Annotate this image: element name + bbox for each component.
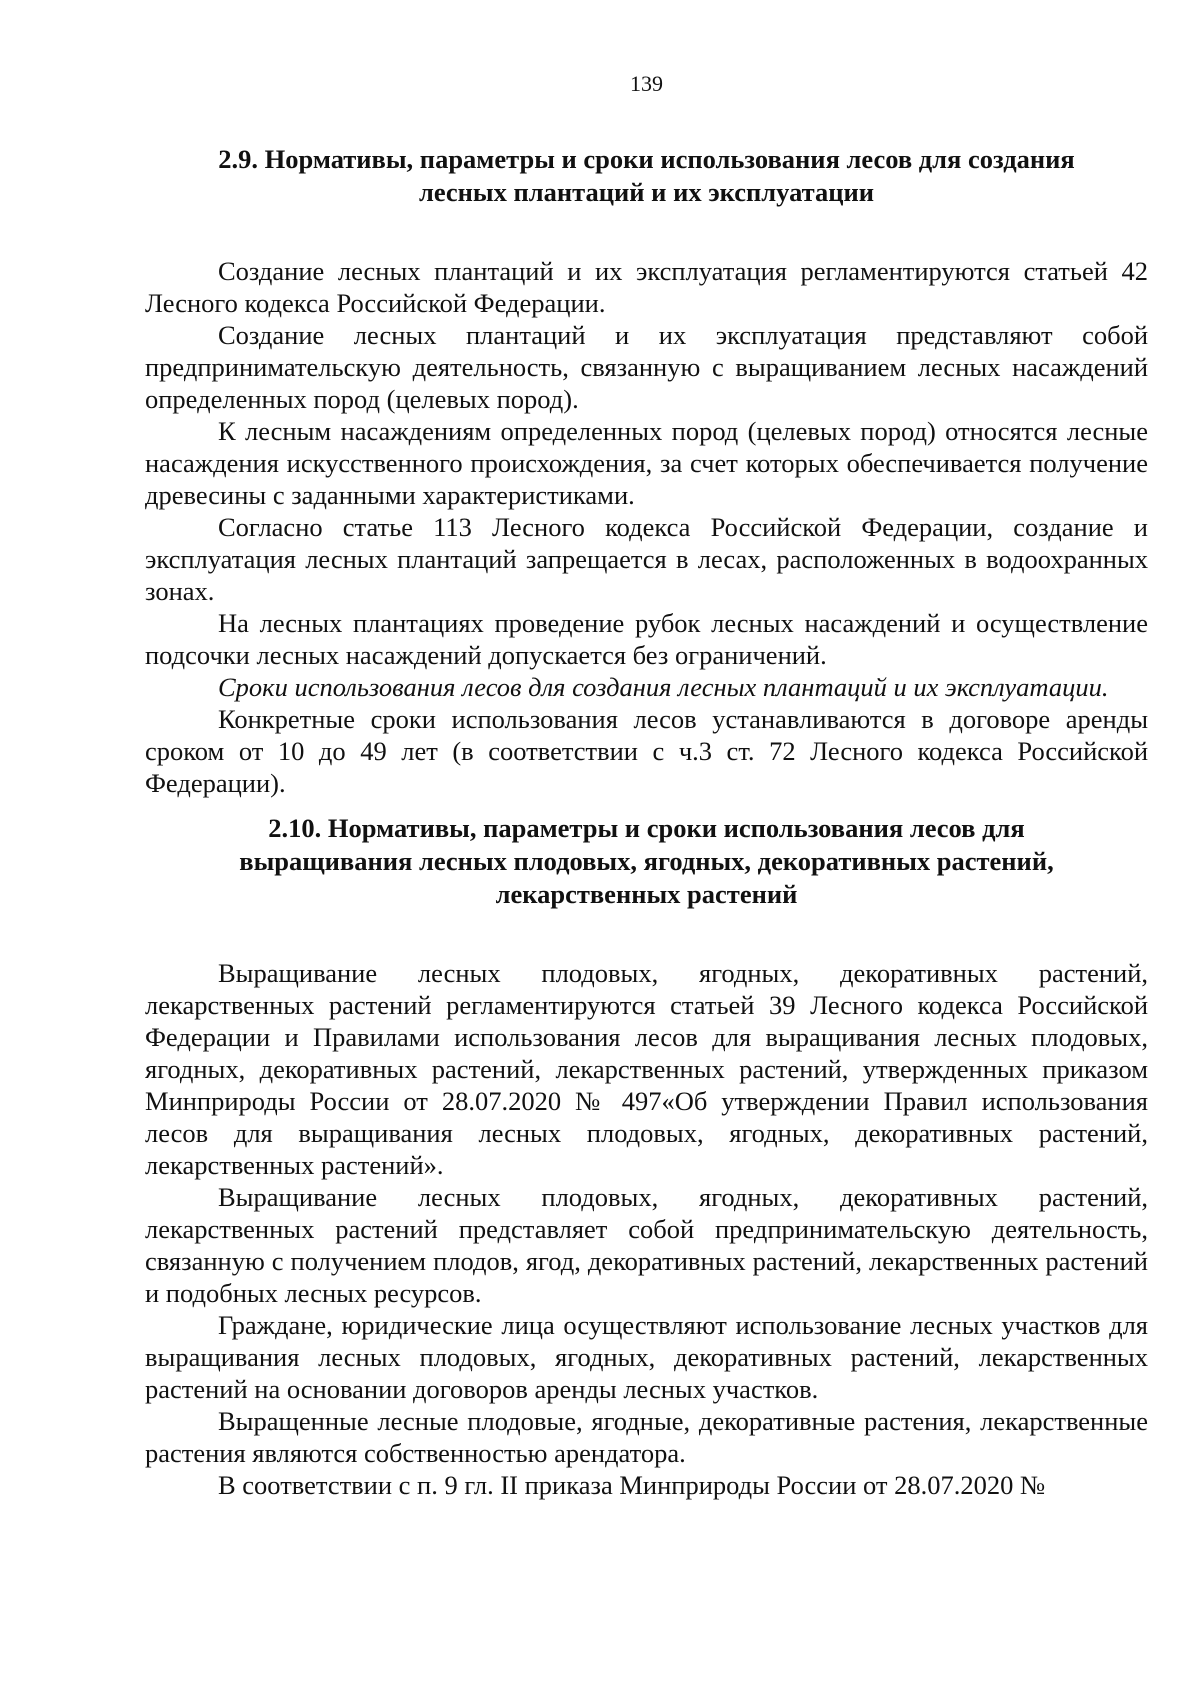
- section-heading: [145, 143, 1148, 209]
- paragraph: На лесных плантациях проведение рубок лесных насаждений и осуществление подсочки лесных насаждений допускается без ограничений.: [145, 608, 1148, 670]
- heading-line: 2.9. Нормативы, параметры и сроки использования лесов для создания: [218, 144, 1075, 174]
- paragraph: Выращенные лесные плодовые, ягодные, декоративные растения, лекарственные растения являются собственностью арендатора.: [145, 1406, 1148, 1468]
- section-2-9: [145, 143, 1148, 799]
- paragraph: Выращивание лесных плодовых, ягодных, декоративных растений, лекарственных растений представляет собой предпринимательскую деятельность, связанную с получением плодов, ягод, декоративных растений, лекарственных растений и подобных лесных ресурсов.: [145, 1182, 1148, 1308]
- paragraph: Создание лесных плантаций и их эксплуатация регламентируются статьей 42 Лесного кодекса Российской Федерации.: [145, 256, 1148, 318]
- section-body: [145, 255, 1148, 799]
- paragraph: К лесным насаждениям определенных пород (целевых пород) относятся лесные насаждения искусственного происхождения, за счет которых обеспечивается получение древесины с заданными характеристиками.: [145, 416, 1148, 510]
- paragraph: Граждане, юридические лица осуществляют использование лесных участков для выращивания лесных плодовых, ягодных, декоративных растений, лекарственных растений на основании договоров аренды лесных участков.: [145, 1310, 1148, 1404]
- document-page: [145, 0, 1148, 1697]
- paragraph: Создание лесных плантаций и их эксплуатация представляют собой предпринимательскую деятельность, связанную с выращиванием лесных насаждений определенных пород (целевых пород).: [145, 320, 1148, 414]
- section-heading: [145, 812, 1148, 911]
- paragraph: Выращивание лесных плодовых, ягодных, декоративных растений, лекарственных растений регламентируются статьей 39 Лесного кодекса Российской Федерации и Правилами использования лесов для выращивания лесных плодовых, ягодных, декоративных растений, лекарственных растений, утвержденных приказом Минприроды России от 28.07.2020 № 497«Об утверждении Правил использования лесов для выращивания лесных плодовых, ягодных, декоративных растений, лекарственных растений».: [145, 958, 1148, 1180]
- page-number: 139: [630, 71, 663, 96]
- section-body: [145, 957, 1148, 1501]
- italic-subheading: Сроки использования лесов для создания лесных плантаций и их эксплуатации.: [218, 672, 1109, 702]
- paragraph: Согласно статье 113 Лесного кодекса Российской Федерации, создание и эксплуатация лесных плантаций запрещается в лесах, расположенных в водоохранных зонах.: [145, 512, 1148, 606]
- paragraph: В соответствии с п. 9 гл. II приказа Минприроды России от 28.07.2020 №: [218, 1470, 1046, 1500]
- section-2-10: [145, 812, 1148, 1501]
- heading-line: лекарственных растений: [495, 879, 798, 909]
- heading-line: выращивания лесных плодовых, ягодных, декоративных растений,: [239, 846, 1054, 876]
- paragraph: Конкретные сроки использования лесов устанавливаются в договоре аренды сроком от 10 до 49 лет (в соответствии с ч.3 ст. 72 Лесного кодекса Российской Федерации).: [145, 704, 1148, 798]
- heading-line: лесных плантаций и их эксплуатации: [418, 177, 875, 207]
- heading-line: 2.10. Нормативы, параметры и сроки использования лесов для: [268, 813, 1025, 843]
